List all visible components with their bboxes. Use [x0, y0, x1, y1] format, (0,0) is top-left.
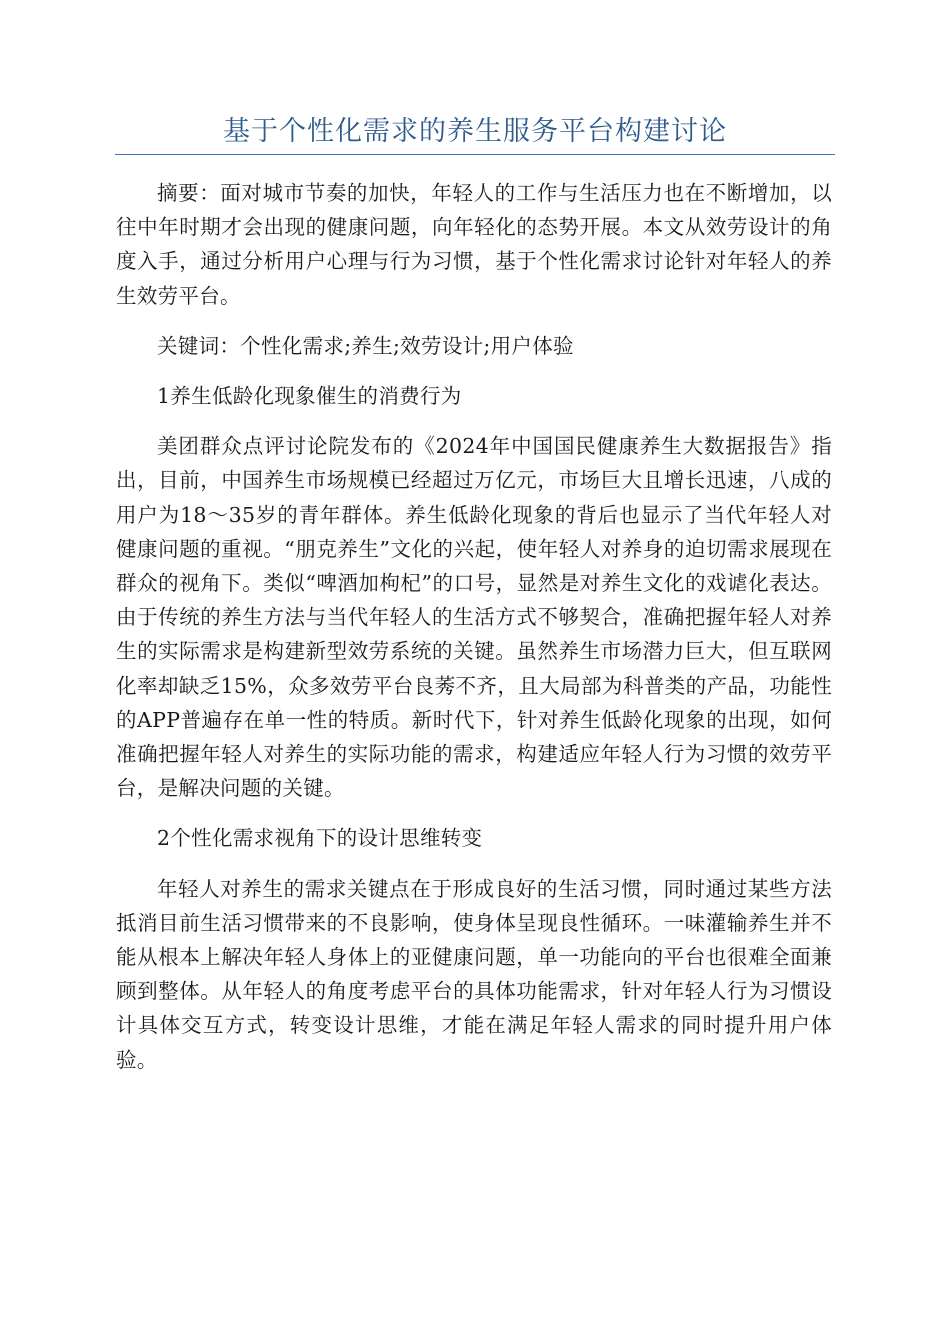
- keywords-line: 关键词：个性化需求;养生;效劳设计;用户体验: [157, 333, 574, 358]
- document-body: [116, 176, 832, 1077]
- document-title: 基于个性化需求的养生服务平台构建讨论: [223, 116, 727, 147]
- section-2-paragraph: 年轻人对养生的需求关键点在于形成良好的生活习惯，同时通过某些方法抵消目前生活习惯带来的不良影响，使身体呈现良性循环。一味灌输养生并不能从根本上解决年轻人身体上的亚健康问题，单一功能向的平台也很难全面兼顾到整体。从年轻人的角度考虑平台的具体功能需求，针对年轻人行为习惯设计具体交互方式，转变设计思维，才能在满足年轻人需求的同时提升用户体验。: [116, 876, 832, 1072]
- section-2-heading: 2个性化需求视角下的设计思维转变: [157, 826, 483, 851]
- section-1-heading: 1养生低龄化现象催生的消费行为: [157, 384, 462, 409]
- title-underline: [115, 154, 835, 155]
- abstract-paragraph: 摘要：面对城市节奏的加快，年轻人的工作与生活压力也在不断增加，以往中年时期才会出现的健康问题，向年轻化的态势开展。本文从效劳设计的角度入手，通过分析用户心理与行为习惯，基于个性化需求讨论针对年轻人的养生效劳平台。: [116, 181, 832, 308]
- section-1-paragraph: 美团群众点评讨论院发布的《2024年中国国民健康养生大数据报告》指出，目前，中国养生市场规模已经超过万亿元，市场巨大且增长迅速，八成的用户为18～35岁的青年群体。养生低龄化现象的背后也显示了当代年轻人对健康问题的重视。“朋克养生”文化的兴起，使年轻人对养身的迫切需求展现在群众的视角下。类似“啤酒加枸杞”的口号，显然是对养生文化的戏谑化表达。由于传统的养生方法与当代年轻人的生活方式不够契合，准确把握年轻人对养生的实际需求是构建新型效劳系统的关键。虽然养生市场潜力巨大，但互联网化率却缺乏15%，众多效劳平台良莠不齐，且大局部为科普类的产品，功能性的APP普遍存在单一性的特质。新时代下，针对养生低龄化现象的出现，如何准确把握年轻人对养生的实际功能的需求，构建适应年轻人行为习惯的效劳平台，是解决问题的关键。: [116, 434, 832, 801]
